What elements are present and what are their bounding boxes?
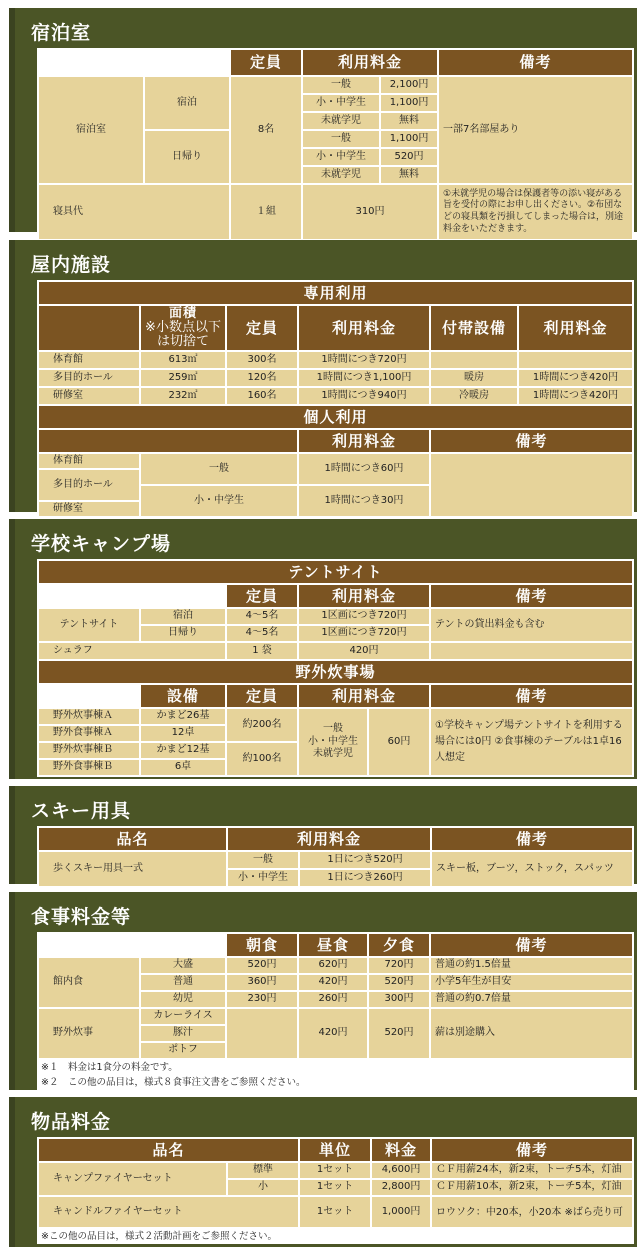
table-cell (519, 352, 632, 368)
section-lodging (9, 8, 637, 232)
table-cell: 1時間につき1,100円 (299, 370, 429, 386)
table-cell: 小・中学生 (303, 149, 379, 165)
table-cell: 一般 (228, 852, 298, 868)
table-cell: かまど26基 (141, 709, 225, 724)
table-cell: 8名 (231, 77, 301, 183)
table-cell: 幼児 (141, 992, 225, 1007)
header-cell: 昼食 (299, 934, 367, 956)
table-cell: 一般 (303, 77, 379, 93)
table-cell: 160名 (227, 388, 297, 404)
section-title: 食事料金等 (31, 906, 132, 928)
header-cell: 備考 (431, 585, 632, 607)
table-cell: 4～5名 (227, 626, 297, 641)
table-cell: 普通 (141, 975, 225, 990)
section-indoor (9, 240, 637, 512)
header-cell (39, 306, 139, 350)
table-cell: 1時間につき420円 (519, 388, 632, 404)
table-cell: 6卓 (141, 760, 225, 775)
table-cell: 大盛 (141, 958, 225, 973)
header-cell: 備考 (432, 828, 632, 850)
table-cell (39, 585, 225, 607)
table-cell: 未就学児 (303, 113, 379, 129)
table-cell: 無料 (381, 167, 437, 183)
section-title: 宿泊室 (31, 22, 92, 44)
section-title: スキー用具 (31, 800, 132, 822)
section-title: 物品料金 (31, 1111, 112, 1133)
table-cell: 一般 (303, 131, 379, 147)
header-cell: 利用料金 (519, 306, 632, 350)
table-cell: 1時間につき720円 (299, 352, 429, 368)
header-cell: 備考 (432, 1139, 632, 1161)
table-cell: テントサイト (39, 609, 139, 641)
header-cell: 利用料金 (299, 430, 429, 452)
table-cell: 620円 (299, 958, 367, 973)
table-cell: 420円 (299, 975, 367, 990)
goods-note: ※この他の品目は，様式２活動計画をご参照ください。 (37, 1229, 634, 1244)
table-cell: 1,000円 (372, 1197, 430, 1227)
table-cell: キャンプファイヤーセット (39, 1163, 226, 1195)
table-cell: ＣＦ用薪24本，新2束，トーチ5本，灯油 (432, 1163, 632, 1178)
table-cell: 1,100円 (381, 95, 437, 111)
header-cell (39, 430, 297, 452)
table-cell: 520円 (381, 149, 437, 165)
header-cell: テントサイト (39, 561, 632, 583)
table-cell: 野外炊事棟Ａ (39, 709, 139, 724)
table-cell: 野外炊事棟Ｂ (39, 743, 139, 758)
table-cell (431, 454, 632, 516)
header-cell: 備考 (431, 934, 632, 956)
table-cell: 300円 (369, 992, 429, 1007)
table-cell: 1日につき260円 (300, 870, 430, 886)
header-cell: 定員 (227, 306, 297, 350)
table-cell: シュラフ (39, 643, 225, 659)
table-cell: 標準 (228, 1163, 298, 1178)
header-cell: 定員 (227, 685, 297, 707)
table-cell: 260円 (299, 992, 367, 1007)
table-cell: 野外食事棟Ｂ (39, 760, 139, 775)
table-cell (431, 352, 517, 368)
table-cell: 520円 (227, 958, 297, 973)
header-cell: 定員 (227, 585, 297, 607)
table-cell: 寝具代 (39, 185, 229, 239)
header-cell: 利用料金 (299, 306, 429, 350)
header-cell: 単位 (300, 1139, 370, 1161)
table-cell: 310円 (303, 185, 437, 239)
ski-table (37, 826, 634, 888)
table-cell: 冷暖房 (431, 388, 517, 404)
table-cell: 約200名 (227, 709, 297, 741)
section-camp (9, 519, 637, 779)
table-cell: 小 (228, 1180, 298, 1195)
table-cell: 宿泊 (145, 77, 229, 129)
table-cell: 520円 (369, 1009, 429, 1058)
table-cell: 1日につき520円 (300, 852, 430, 868)
header-cell: 朝食 (227, 934, 297, 956)
table-cell: テントの貸出料金も含む (431, 609, 632, 641)
header-cell: 個人利用 (39, 406, 632, 428)
header-cell: 備考 (439, 50, 632, 75)
table-cell (39, 685, 139, 707)
table-cell: 宿泊室 (39, 77, 143, 183)
header-cell: 利用料金 (299, 685, 429, 707)
table-cell: 1 袋 (227, 643, 297, 659)
table-cell: 館内食 (39, 958, 139, 1007)
table-cell: 普通の約1.5倍量 (431, 958, 632, 973)
table-cell: 約100名 (227, 743, 297, 775)
header-cell: 専用利用 (39, 282, 632, 304)
table-cell: 日帰り (141, 626, 225, 641)
table-cell: 一般 小・中学生 未就学児 (299, 709, 367, 775)
table-cell: 1セット (300, 1180, 370, 1195)
table-cell: 多目的ホール (39, 470, 139, 500)
table-cell: 暖房 (431, 370, 517, 386)
header-cell: 備考 (431, 685, 632, 707)
table-cell: 体育館 (39, 352, 139, 368)
table-cell: 未就学児 (303, 167, 379, 183)
table-cell: ①学校キャンプ場テントサイトを利用する場合には0円 ②食事棟のテーブルは1卓16人想定 (431, 709, 632, 775)
table-cell (227, 1009, 297, 1058)
section-goods (9, 1097, 637, 1247)
table-cell: ＣＦ用薪10本，新2束，トーチ5本，灯油 (432, 1180, 632, 1195)
table-cell: 420円 (299, 643, 429, 659)
header-cell: 設備 (141, 685, 225, 707)
table-cell: 小学5年生が目安 (431, 975, 632, 990)
table-cell (39, 934, 225, 956)
header-cell: 定員 (231, 50, 301, 75)
table-cell: 研修室 (39, 502, 139, 516)
table-cell: 120名 (227, 370, 297, 386)
header-cell: 野外炊事場 (39, 661, 632, 683)
table-cell: 一部7名部屋あり (439, 77, 632, 183)
table-cell: 520円 (369, 975, 429, 990)
table-cell (39, 50, 229, 75)
table-cell: 薪は別途購入 (431, 1009, 632, 1058)
table-cell: カレーライス (141, 1009, 225, 1024)
table-cell: 259㎡ (141, 370, 225, 386)
section-ski (9, 786, 637, 884)
table-cell: 420円 (299, 1009, 367, 1058)
table-cell: 一般 (141, 454, 297, 484)
table-cell: 野外食事棟Ａ (39, 726, 139, 741)
goods-table (37, 1137, 634, 1229)
table-cell: 1区画につき720円 (299, 626, 429, 641)
table-cell: 1時間につき940円 (299, 388, 429, 404)
table-cell: 研修室 (39, 388, 139, 404)
table-cell: 232㎡ (141, 388, 225, 404)
table-cell: スキー板，ブーツ，ストック，スパッツ (432, 852, 632, 886)
table-cell: 小・中学生 (303, 95, 379, 111)
table-cell: 宿泊 (141, 609, 225, 624)
table-cell: 4～5名 (227, 609, 297, 624)
table-cell: 歩くスキー用具一式 (39, 852, 226, 886)
section-title: 学校キャンプ場 (31, 533, 172, 555)
table-cell: ポトフ (141, 1043, 225, 1058)
table-cell: 1時間につき420円 (519, 370, 632, 386)
section-meals (9, 892, 637, 1090)
table-cell: 日帰り (145, 131, 229, 183)
table-cell: 300名 (227, 352, 297, 368)
header-cell: 備考 (431, 430, 632, 452)
table-cell: 360円 (227, 975, 297, 990)
table-cell: 60円 (369, 709, 429, 775)
table-cell: 小・中学生 (141, 486, 297, 516)
meal-note-1: ※１ 料金は1食分の料金です。 (37, 1060, 634, 1075)
header-cell: 品名 (39, 828, 226, 850)
table-cell (431, 643, 632, 659)
table-cell: 1時間につき30円 (299, 486, 429, 516)
table-cell: 230円 (227, 992, 297, 1007)
meal-note-2: ※２ この他の品目は，様式８食事注文書をご参照ください。 (37, 1075, 634, 1092)
table-cell: 1セット (300, 1163, 370, 1178)
table-cell: 1,100円 (381, 131, 437, 147)
table-cell: 1時間につき60円 (299, 454, 429, 484)
camp-table (37, 559, 634, 777)
table-cell: 720円 (369, 958, 429, 973)
table-cell: 野外炊事 (39, 1009, 139, 1058)
header-cell: 付帯設備 (431, 306, 517, 350)
meals-table (37, 932, 634, 1060)
table-cell: 2,100円 (381, 77, 437, 93)
table-cell: 2,800円 (372, 1180, 430, 1195)
table-cell: ロウソク：中20本，小20本 ※ばら売り可 (432, 1197, 632, 1227)
header-cell: 利用料金 (228, 828, 430, 850)
header-cell: 利用料金 (303, 50, 437, 75)
table-cell: キャンドルファイヤーセット (39, 1197, 298, 1227)
table-cell: 小・中学生 (228, 870, 298, 886)
header-cell: 利用料金 (299, 585, 429, 607)
table-cell: １組 (231, 185, 301, 239)
section-title: 屋内施設 (31, 254, 112, 276)
table-cell: 無料 (381, 113, 437, 129)
table-cell: 豚汁 (141, 1026, 225, 1041)
header-cell: 品名 (39, 1139, 298, 1161)
table-cell: 4,600円 (372, 1163, 430, 1178)
table-cell: 1セット (300, 1197, 370, 1227)
header-cell: 面積 ※小数点以下は切捨て (141, 306, 225, 350)
indoor-table (37, 280, 634, 518)
lodging-table (37, 48, 634, 241)
header-cell: 料金 (372, 1139, 430, 1161)
table-cell: かまど12基 (141, 743, 225, 758)
header-cell: 夕食 (369, 934, 429, 956)
table-cell: 1区画につき720円 (299, 609, 429, 624)
table-cell: ①未就学児の場合は保護者等の添い寝がある旨を受付の際にお申し出ください。②布団などの寝具類を汚損してしまった場合は，別途料金をいただきます。 (439, 185, 632, 239)
table-cell: 体育館 (39, 454, 139, 468)
table-cell: 613㎡ (141, 352, 225, 368)
table-cell: 多目的ホール (39, 370, 139, 386)
table-cell: 普通の約0.7倍量 (431, 992, 632, 1007)
table-cell: 12卓 (141, 726, 225, 741)
